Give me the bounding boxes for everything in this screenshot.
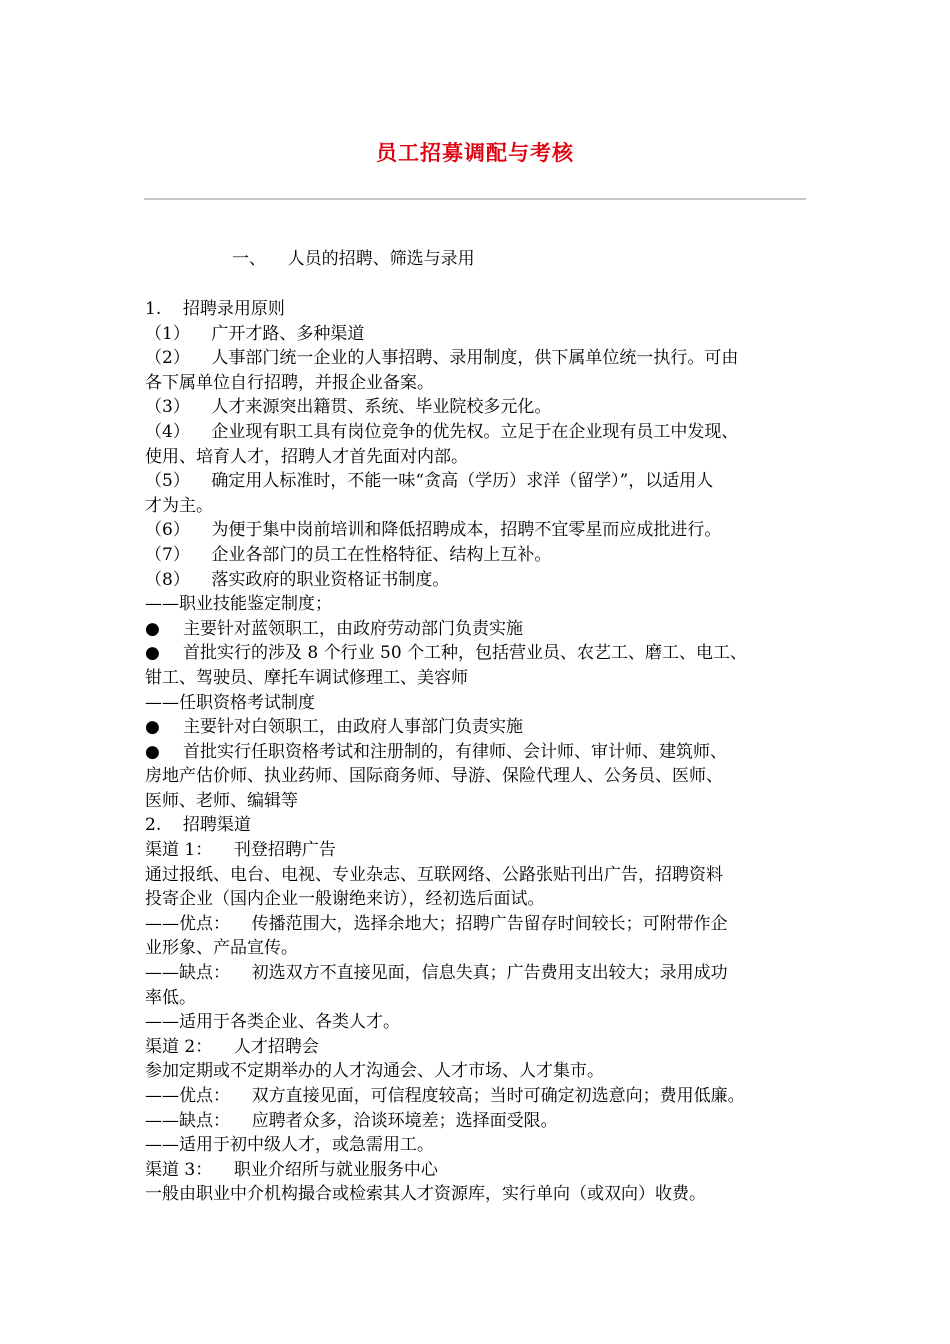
text-line [145,592,825,617]
text-line [145,568,825,593]
line-text: （1） 广开才路、多种渠道 [145,323,365,344]
bullet-item [145,740,825,765]
line-text: ——适用于初中级人才，或急需用工。 [145,1135,434,1156]
bullet-item [145,715,825,740]
text-line [145,420,825,445]
text-line [145,543,825,568]
text-line [145,1158,825,1183]
line-text: ——适用于各类企业、各类人才。 [145,1012,400,1033]
line-text: 渠道 3： 职业介绍所与就业服务中心 [145,1159,438,1180]
line-text: ——职业技能鉴定制度； [145,594,332,615]
line-text: 使用、培育人才，招聘人才首先面对内部。 [145,446,468,467]
line-text: 医师、老师、编辑等 [145,790,298,811]
line-text: 钳工、驾驶员、摩托车调试修理工、美容师 [145,667,468,688]
line-text: （5） 确定用人标准时，不能一味“贪高（学历）求洋（留学）”，以适用人 [145,471,714,492]
line-text: 渠道 2： 人才招聘会 [145,1036,319,1057]
line-text: ——缺点： 初选双方不直接见面，信息失真；广告费用支出较大；录用成功 [145,963,728,984]
line-text: 参加定期或不定期举办的人才沟通会、人才市场、人才集市。 [145,1061,604,1082]
line-text: （4） 企业现有职工具有岗位竞争的优先权。立足于在企业现有员工中发现、 [145,421,739,442]
text-line [145,297,825,322]
line-text: 业形象、产品宣传。 [145,938,298,959]
text-line [145,838,825,863]
text-line [145,322,825,347]
text-line [145,863,825,888]
line-text: 率低。 [145,987,196,1008]
bullet-icon: ● [145,717,160,738]
section-heading [232,247,475,271]
text-line [145,1010,825,1035]
text-line [145,1035,825,1060]
line-text: 投寄企业（国内企业一般谢绝来访），经初选后面试。 [145,889,545,910]
text-line [145,666,825,691]
text-line [145,986,825,1011]
text-line [145,1084,825,1109]
line-text: （3） 人才来源突出籍贯、系统、毕业院校多元化。 [145,397,552,418]
text-line [145,936,825,961]
line-text: （8） 落实政府的职业资格证书制度。 [145,569,450,590]
section-number: 一、 [232,249,266,269]
text-line [145,445,825,470]
text-line [145,912,825,937]
horizontal-rule [144,198,806,200]
text-line [145,1133,825,1158]
line-text: 主要针对蓝领职工，由政府劳动部门负责实施 [183,618,523,639]
bullet-icon: ● [145,741,160,762]
text-line [145,469,825,494]
text-line [145,371,825,396]
line-text: ——优点： 传播范围大，选择余地大；招聘广告留存时间较长；可附带作企 [145,913,728,934]
text-line [145,1182,825,1207]
text-line [145,764,825,789]
text-line [145,395,825,420]
text-line [145,518,825,543]
text-line [145,887,825,912]
line-text: 一般由职业中介机构撮合或检索其人才资源库，实行单向（或双向）收费。 [145,1184,706,1205]
line-text: 才为主。 [145,495,213,516]
text-line [145,1109,825,1134]
line-text: （2） 人事部门统一企业的人事招聘、录用制度，供下属单位统一执行。可由 [145,348,739,369]
text-line [145,1059,825,1084]
text-line [145,961,825,986]
bullet-item [145,641,825,666]
line-text: 房地产估价师、执业药师、国际商务师、导游、保险代理人、公务员、医师、 [145,766,723,787]
line-text: （6） 为便于集中岗前培训和降低招聘成本，招聘不宜零星而应成批进行。 [145,520,722,541]
line-text: 2. 招聘渠道 [145,815,251,836]
line-text: 首批实行的涉及 8 个行业 50 个工种，包括营业员、农艺工、磨工、电工、 [183,643,748,664]
text-line [145,346,825,371]
text-line [145,813,825,838]
line-text: （7） 企业各部门的员工在性格特征、结构上互补。 [145,544,552,565]
line-text: 1. 招聘录用原则 [145,299,285,319]
line-text: ——任职资格考试制度 [145,692,315,713]
text-line [145,789,825,814]
line-text: 各下属单位自行招聘，并报企业备案。 [145,372,434,393]
document-body [145,297,825,1207]
line-text: 渠道 1： 刊登招聘广告 [145,840,336,861]
line-text: ——优点： 双方直接见面，可信程度较高；当时可确定初选意向；费用低廉。 [145,1086,745,1106]
text-line [145,691,825,716]
text-line [145,494,825,519]
bullet-icon: ● [145,643,160,664]
bullet-item [145,617,825,642]
bullet-icon: ● [145,618,160,639]
line-text: 通过报纸、电台、电视、专业杂志、互联网络、公路张贴刊出广告，招聘资料 [145,864,723,885]
section-title: 人员的招聘、筛选与录用 [287,249,475,269]
line-text: 主要针对白领职工，由政府人事部门负责实施 [183,717,523,738]
page-title: 员工招募调配与考核 [376,141,574,165]
line-text: 首批实行任职资格考试和注册制的，有律师、会计师、审计师、建筑师、 [183,741,727,762]
line-text: ——缺点： 应聘者众多，洽谈环境差；选择面受限。 [145,1110,558,1131]
